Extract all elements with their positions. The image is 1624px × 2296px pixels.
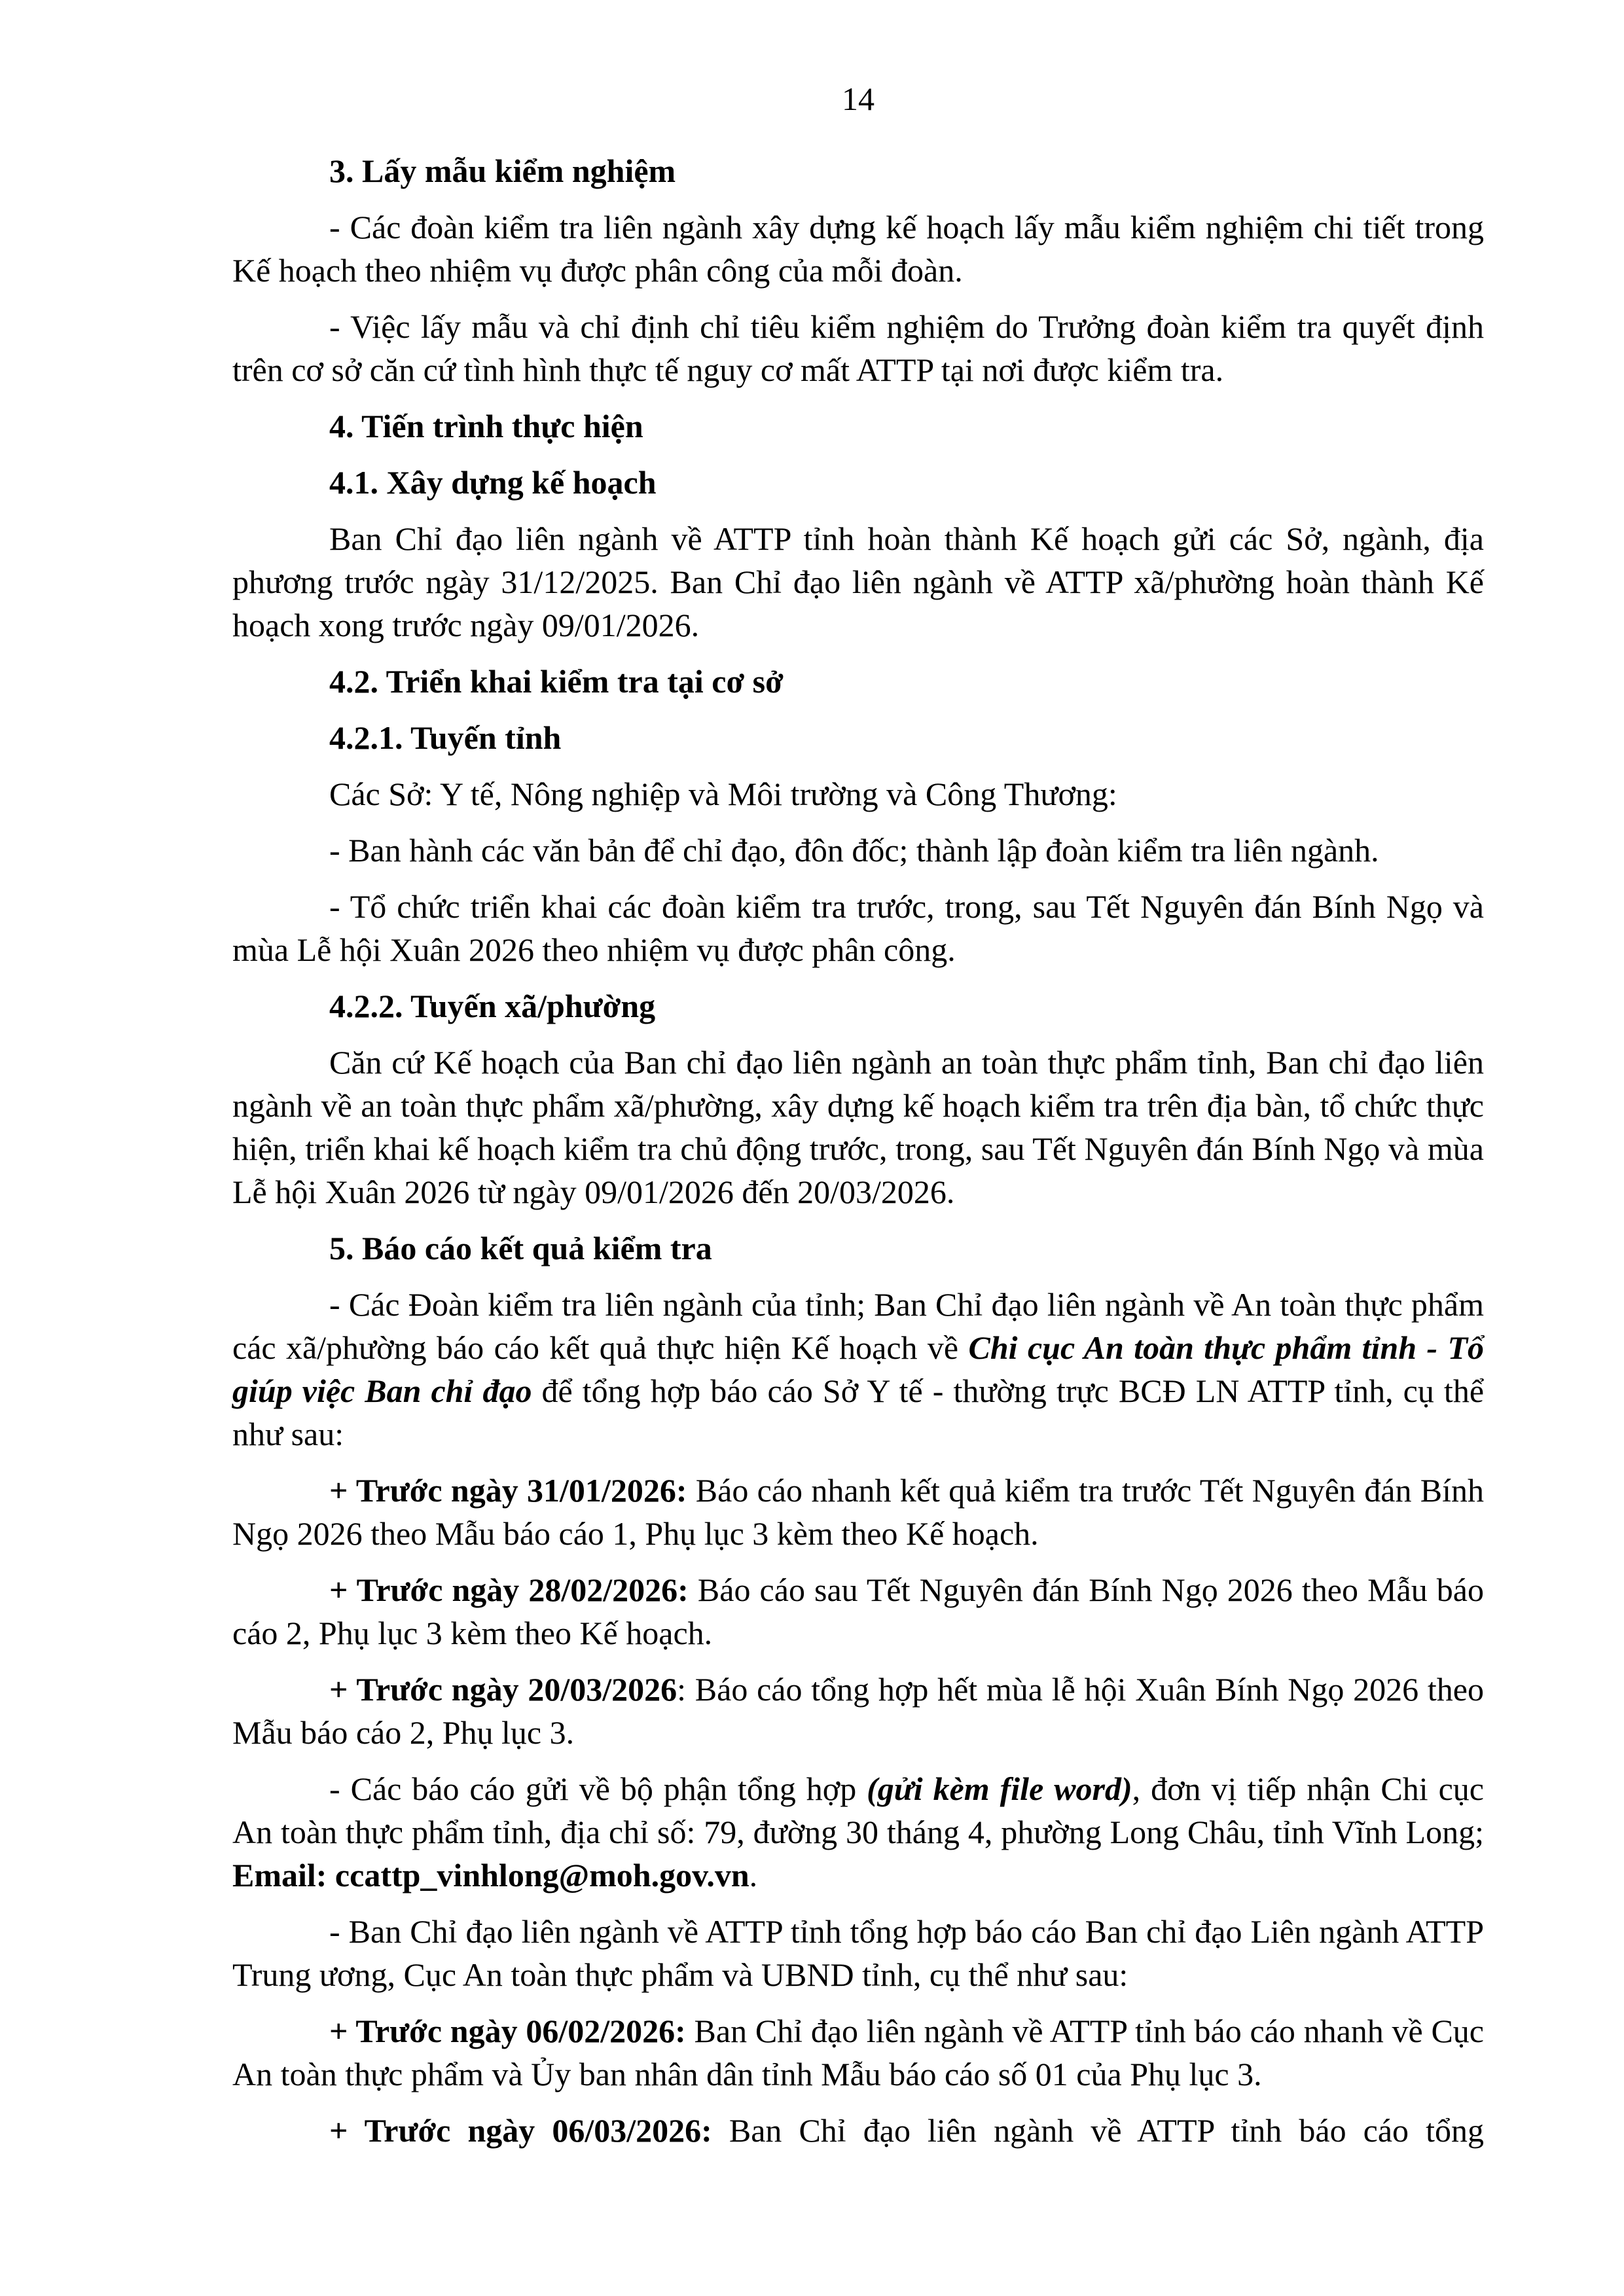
deadline-text: Báo cáo nhanh kết quả kiểm tra trước Tết Nguyên đán Bính Ngọ 2026 theo Mẫu báo cáo 1, Phụ lục 3 kèm theo Kế hoạch. [232,1472,1484,1552]
deadline-label: + Trước ngày 31/01/2026: [329,1472,687,1509]
deadline-item [232,1668,1484,1754]
deadline-item [232,2109,1484,2152]
email-link[interactable]: Email: ccattp_vinhlong@moh.gov.vn [232,1857,749,1893]
document-page [232,77,1484,2165]
section-4-2-1-paragraph-1: Các Sở: Y tế, Nông nghiệp và Môi trường và Công Thương: [329,776,1117,812]
section-3-paragraph-1: - Các đoàn kiểm tra liên ngành xây dựng kế hoạch lấy mẫu kiểm nghiệm chi tiết trong Kế hoạch theo nhiệm vụ được phân công của mỗi đoàn. [232,209,1484,289]
deadline-label: + Trước ngày 28/02/2026: [329,1571,689,1608]
deadline-text: : Báo cáo tổng hợp hết mùa lễ hội Xuân Bính Ngọ 2026 theo Mẫu báo cáo 2, Phụ lục 3. [232,1671,1484,1751]
section-3-paragraph-2: - Việc lấy mẫu và chỉ định chỉ tiêu kiểm nghiệm do Trưởng đoàn kiểm tra quyết định trên cơ sở căn cứ tình hình thực tế nguy cơ mất ATTP tại nơi được kiểm tra. [232,308,1484,388]
deadline-item [232,1469,1484,1555]
provincial-report-paragraph: - Ban Chỉ đạo liên ngành về ATTP tỉnh tổng hợp báo cáo Ban chỉ đạo Liên ngành ATTP Trung ương, Cục An toàn thực phẩm và UBND tỉnh, cụ thể như sau: [232,1913,1484,1993]
section-4-2-1-paragraph-2: - Ban hành các văn bản để chỉ đạo, đôn đốc; thành lập đoàn kiểm tra liên ngành. [329,832,1379,869]
section-5-intro [232,1283,1484,1456]
section-5-heading: 5. Báo cáo kết quả kiểm tra [329,1230,712,1266]
submission-address: , đơn vị tiếp nhận Chi cục An toàn thực phẩm tỉnh, địa chỉ số: 79, đường 30 tháng 4, phường Long Châu, tỉnh Vĩnh Long; [232,1770,1484,1850]
section-4-2-2-heading: 4.2.2. Tuyến xã/phường [329,988,656,1024]
section-3-heading: 3. Lấy mẫu kiểm nghiệm [329,152,676,189]
section-4-2-1-heading: 4.2.1. Tuyến tỉnh [329,719,562,756]
section-4-heading: 4. Tiến trình thực hiện [329,408,643,444]
section-5-intro-text-end: để tổng hợp báo cáo Sở Y tế - thường trực BCĐ LN ATTP tỉnh, cụ thể như sau: [232,1372,1485,1452]
section-5-intro-emphasis: Chi cục An toàn thực phẩm tỉnh - Tổ giúp việc Ban chỉ đạo [232,1329,1484,1409]
submission-emphasis: (gửi kèm file word) [867,1770,1132,1807]
deadline-label: + Trước ngày 06/02/2026: [329,2013,686,2049]
deadline-label: + Trước ngày 20/03/2026 [329,1671,677,1708]
deadline-text: Ban Chỉ đạo liên ngành về ATTP tỉnh báo cáo tổng [712,2112,1484,2149]
section-4-1-paragraph: Ban Chỉ đạo liên ngành về ATTP tỉnh hoàn thành Kế hoạch gửi các Sở, ngành, địa phương trước ngày 31/12/2025. Ban Chỉ đạo liên ngành về ATTP xã/phường hoàn thành Kế hoạch xong trước ngày 09/01/2026. [232,520,1484,643]
deadline-item [232,2009,1484,2096]
section-4-2-heading: 4.2. Triển khai kiểm tra tại cơ sở [329,663,784,700]
deadline-text: Ban Chỉ đạo liên ngành về ATTP tỉnh báo cáo nhanh về Cục An toàn thực phẩm và Ủy ban nhân dân tỉnh Mẫu báo cáo số 01 của Phụ lục 3. [232,2013,1485,2092]
submission-paragraph [232,1767,1484,1897]
deadline-label: + Trước ngày 06/03/2026: [329,2112,712,2149]
section-4-2-2-paragraph: Căn cứ Kế hoạch của Ban chỉ đạo liên ngành an toàn thực phẩm tỉnh, Ban chỉ đạo liên ngành về an toàn thực phẩm xã/phường, xây dựng kế hoạch kiểm tra trên địa bàn, tổ chức thực hiện, triển khai kế hoạch kiểm tra chủ động trước, trong, sau Tết Nguyên đán Bính Ngọ và mùa Lễ hội Xuân 2026 từ ngày 09/01/2026 đến 20/03/2026. [232,1044,1484,1210]
page-number: 14 [842,81,875,117]
submission-text: - Các báo cáo gửi về bộ phận tổng hợp [329,1770,867,1807]
section-4-2-1-paragraph-3: - Tổ chức triển khai các đoàn kiểm tra trước, trong, sau Tết Nguyên đán Bính Ngọ và mùa Lễ hội Xuân 2026 theo nhiệm vụ được phân công. [232,888,1484,968]
section-5-intro-text: - Các Đoàn kiểm tra liên ngành của tỉnh; Ban Chỉ đạo liên ngành về An toàn thực phẩm các xã/phường báo cáo kết quả thực hiện Kế hoạch về [232,1286,1484,1366]
section-4-1-heading: 4.1. Xây dựng kế hoạch [329,464,657,501]
deadline-text: Báo cáo sau Tết Nguyên đán Bính Ngọ 2026 theo Mẫu báo cáo 2, Phụ lục 3 kèm theo Kế hoạch. [232,1571,1484,1651]
submission-end: . [749,1857,758,1893]
deadline-item [232,1568,1484,1655]
